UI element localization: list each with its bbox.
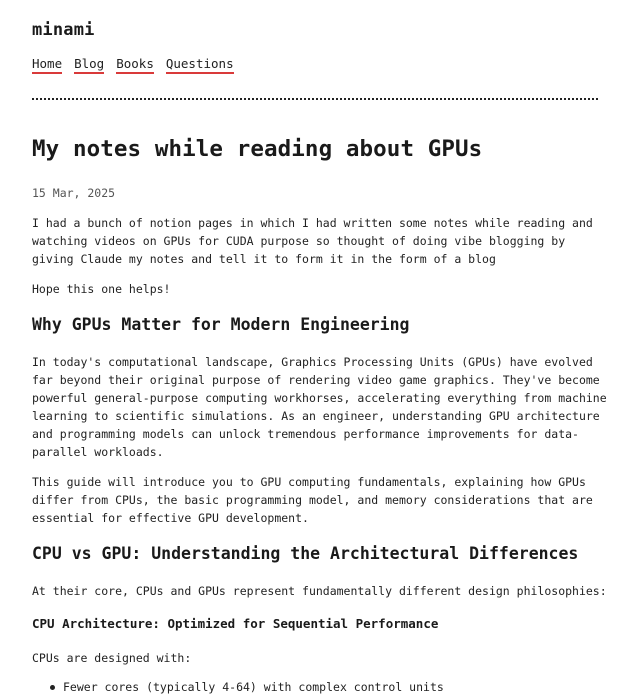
site-title[interactable]: minami: [32, 20, 95, 40]
paragraph-line: and programming models can unlock tremendous performance improvements for data-: [32, 427, 579, 441]
cpu-features-list: [50, 678, 444, 696]
intro-line: giving Claude my notes and tell it to form it in the form of a blog: [32, 252, 496, 266]
paragraph-line: learning to scientific simulations. As an engineer, understanding GPU architecture: [32, 409, 600, 423]
paragraph-line: far beyond their original purpose of rendering video game graphics. They've become: [32, 373, 600, 387]
nav-link-books[interactable]: Books: [116, 56, 154, 74]
cpu-designed-paragraph: [32, 649, 598, 667]
main-nav: [32, 56, 234, 74]
why-gpus-paragraph-2: [32, 473, 598, 527]
why-gpus-paragraph-1: [32, 353, 607, 461]
intro-paragraph: [32, 214, 598, 268]
section-heading-why-gpus: Why GPUs Matter for Modern Engineering: [32, 315, 410, 334]
intro-line: watching videos on GPUs for CUDA purpose so thought of doing vibe blogging by: [32, 234, 566, 248]
header-divider: [32, 98, 598, 100]
post-date: 15 Mar, 2025: [32, 186, 116, 200]
paragraph-line: At their core, CPUs and GPUs represent fundamentally different design philosophies:: [32, 584, 607, 598]
paragraph-line: CPUs are designed with:: [32, 651, 192, 665]
cpu-vs-gpu-paragraph: [32, 582, 607, 600]
subheading-cpu-architecture: CPU Architecture: Optimized for Sequential Performance: [32, 616, 439, 631]
intro-line: I had a bunch of notion pages in which I had written some notes while reading and: [32, 216, 593, 230]
nav-link-questions[interactable]: Questions: [166, 56, 234, 74]
list-item-text: Fewer cores (typically 4-64) with complex control units: [63, 680, 444, 694]
paragraph-line: This guide will introduce you to GPU computing fundamentals, explaining how GPUs: [32, 475, 586, 489]
paragraph-line: differ from CPUs, the basic programming model, and memory considerations that are: [32, 493, 593, 507]
section-heading-cpu-vs-gpu: CPU vs GPU: Understanding the Architectural Differences: [32, 544, 579, 563]
paragraph-line: In today's computational landscape, Graphics Processing Units (GPUs) have evolved: [32, 355, 593, 369]
paragraph-line: parallel workloads.: [32, 445, 164, 459]
hope-paragraph: [32, 280, 598, 298]
list-item: [50, 678, 444, 696]
paragraph-line: powerful general-purpose computing workhorses, accelerating everything from machine: [32, 391, 607, 405]
paragraph-line: essential for effective GPU development.: [32, 511, 309, 525]
nav-link-blog[interactable]: Blog: [74, 56, 104, 74]
post-title: My notes while reading about GPUs: [32, 136, 483, 162]
nav-link-home[interactable]: Home: [32, 56, 62, 74]
bullet-icon: [50, 685, 55, 690]
hope-line: Hope this one helps!: [32, 282, 171, 296]
